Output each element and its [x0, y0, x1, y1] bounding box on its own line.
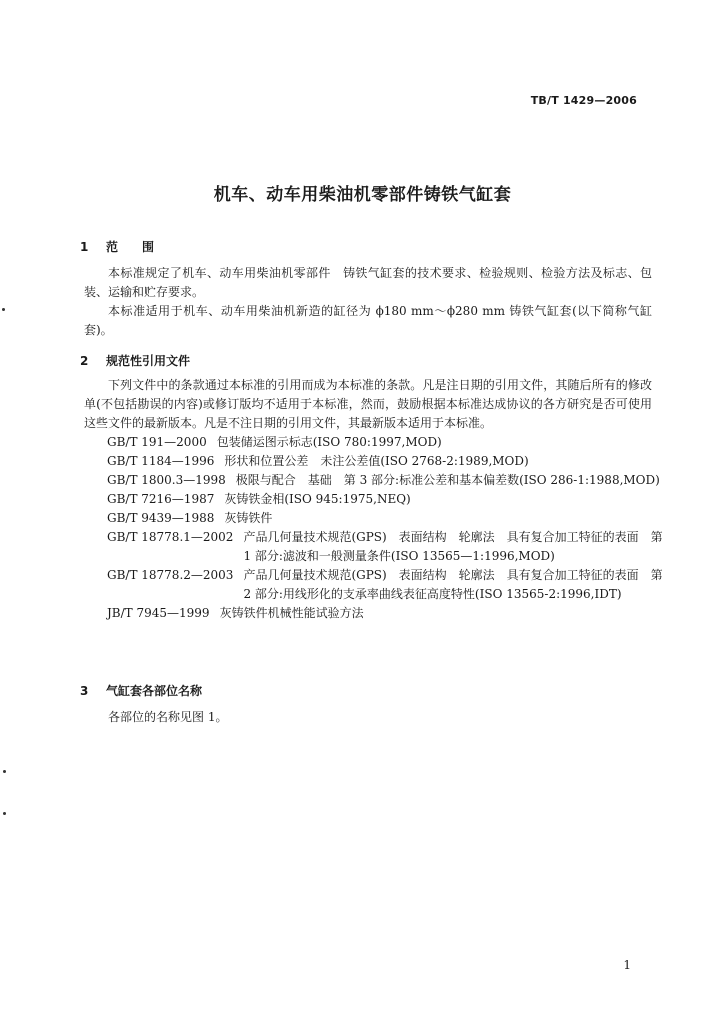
section-title: 气缸套各部位名称	[106, 684, 203, 698]
section-1-paragraph-2: 本标准适用于机车、动车用柴油机新造的缸径为 ϕ180 mm～ϕ280 mm 铸铁气缸套(以下简称气缸套)。	[84, 304, 652, 337]
reference-title: 产品几何量技术规范(GPS) 表面结构 轮廓法 具有复合加工特征的表面 第 2 部分:用线形化的支承率曲线表征高度特性(ISO 13565-2:1996,IDT)	[243, 568, 663, 601]
reference-code: GB/T 7216—1987	[107, 492, 215, 506]
reference-title: 产品几何量技术规范(GPS) 表面结构 轮廓法 具有复合加工特征的表面 第 1 部分:滤波和一般测量条件(ISO 13565—1:1996,MOD)	[243, 530, 663, 563]
reference-code: GB/T 18778.1—2002	[107, 530, 234, 544]
reference-title: 灰铸铁件机械性能试验方法	[219, 606, 364, 620]
reference-title: 形状和位置公差 未注公差值(ISO 2768-2:1989,MOD)	[224, 454, 529, 468]
reference-title: 灰铸铁金相(ISO 945:1975,NEQ)	[224, 492, 411, 506]
reference-code: GB/T 9439—1988	[107, 511, 215, 525]
page-number: 1	[623, 958, 631, 972]
reference-code: GB/T 1184—1996	[107, 454, 215, 468]
section-2-paragraph-1: 下列文件中的条款通过本标准的引用而成为本标准的条款。凡是注日期的引用文件，其随后所有的修改单(不包括勘误的内容)或修订版均不适用于本标准，然而，鼓励根据本标准达成协议的各方研究是否可使用这些文件的最新版本。凡是不注日期的引用文件，其最新版本适用于本标准。	[84, 378, 652, 430]
reference-code: GB/T 191—2000	[107, 435, 207, 449]
reference-code: GB/T 1800.3—1998	[107, 473, 226, 487]
section-1-heading	[80, 238, 154, 255]
scan-speck	[2, 308, 5, 311]
reference-code: GB/T 18778.2—2003	[107, 568, 234, 582]
reference-title: 极限与配合 基础 第 3 部分:标准公差和基本偏差数(ISO 286-1:1988,MOD)	[235, 473, 660, 487]
section-number: 2	[80, 354, 89, 368]
reference-list	[107, 433, 667, 623]
section-title: 规范性引用文件	[106, 354, 191, 368]
section-3-paragraph-1: 各部位的名称见图 1。	[108, 710, 228, 724]
reference-item	[107, 566, 667, 604]
reference-item	[107, 433, 667, 452]
reference-item	[107, 604, 667, 623]
section-3-heading	[80, 682, 202, 699]
reference-item	[107, 509, 667, 528]
section-2-heading	[80, 352, 190, 369]
reference-item	[107, 490, 667, 509]
reference-item	[107, 528, 667, 566]
reference-title: 灰铸铁件	[224, 511, 273, 525]
standard-code: TB/T 1429—2006	[530, 94, 637, 107]
section-number: 1	[80, 240, 89, 254]
scan-speck	[3, 770, 6, 773]
section-number: 3	[80, 684, 89, 698]
scan-speck	[3, 812, 6, 815]
reference-item	[107, 471, 667, 490]
reference-item	[107, 452, 667, 471]
document-title: 机车、动车用柴油机零部件铸铁气缸套	[213, 185, 512, 205]
reference-code: JB/T 7945—1999	[107, 606, 210, 620]
section-1-paragraph-1: 本标准规定了机车、动车用柴油机零部件 铸铁气缸套的技术要求、检验规则、检验方法及标志、包装、运输和贮存要求。	[84, 266, 652, 299]
reference-title: 包装储运图示标志(ISO 780:1997,MOD)	[216, 435, 442, 449]
section-title: 范 围	[106, 240, 155, 254]
